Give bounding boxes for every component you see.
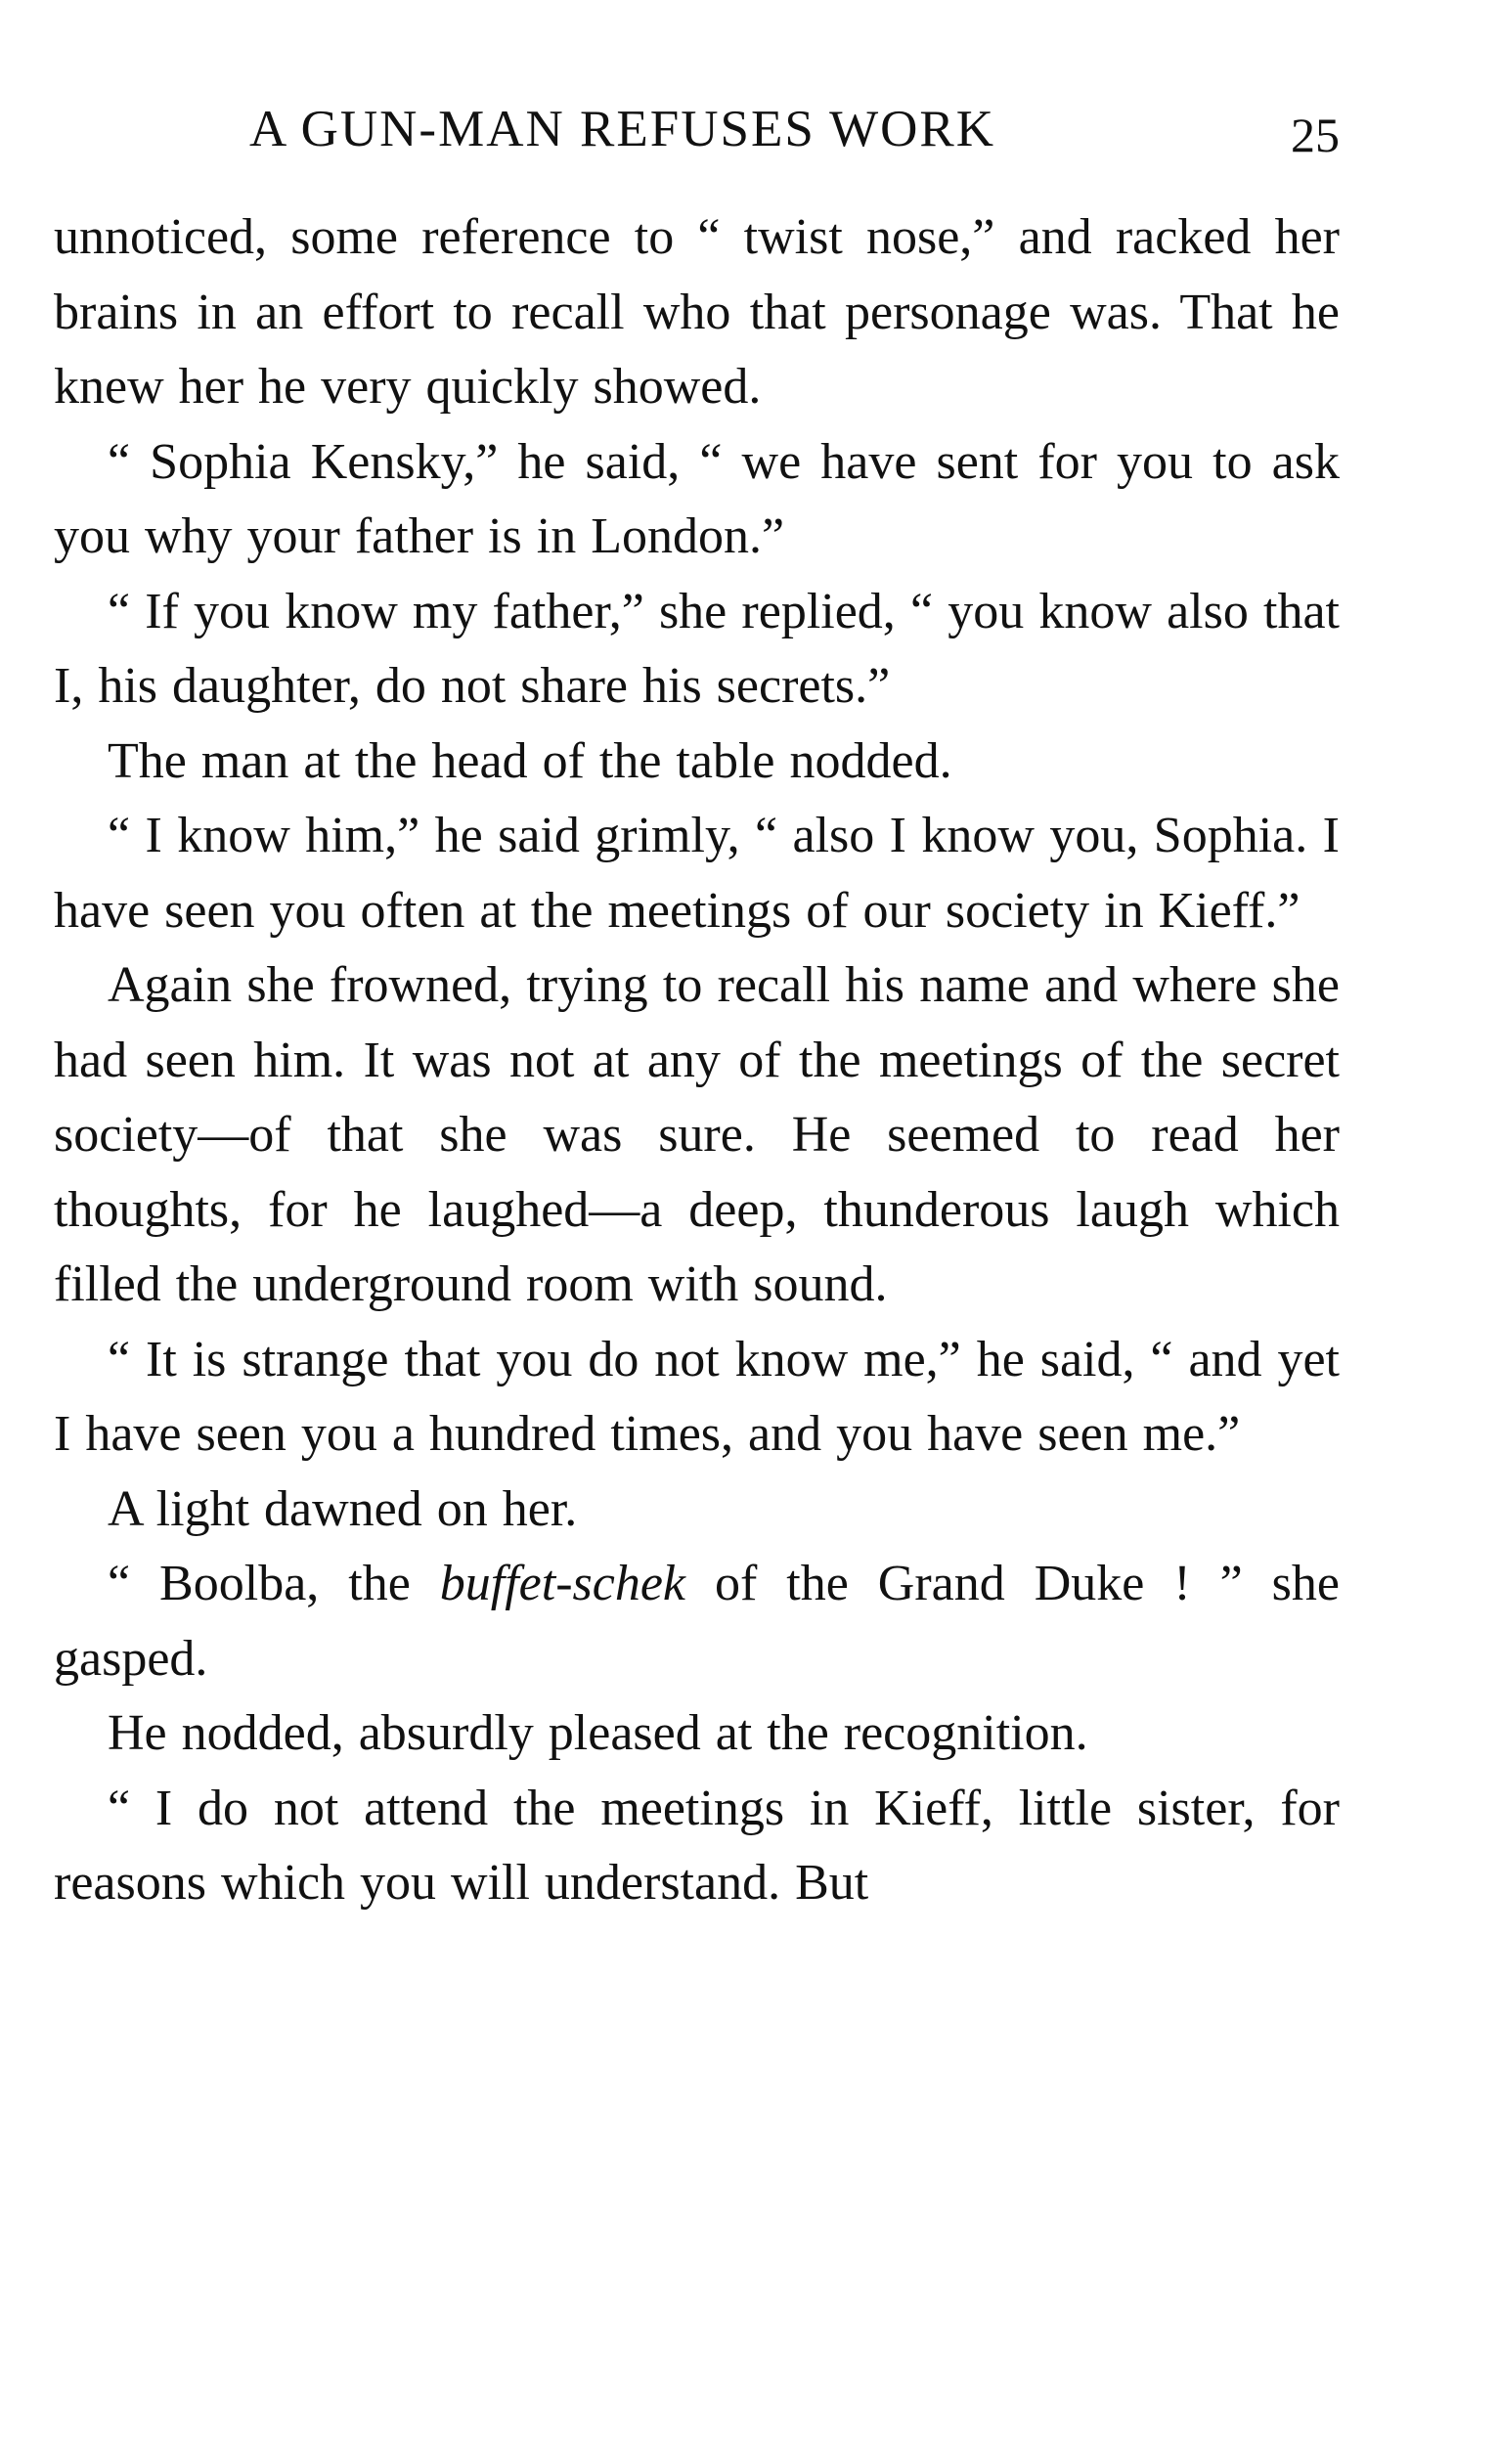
page-number: 25 bbox=[1291, 108, 1340, 162]
running-head bbox=[54, 90, 1340, 168]
paragraph: “ It is strange that you do not know me,” he said, “ and yet I have seen you a hundred times, and you have seen me.” bbox=[54, 1331, 1340, 1462]
paragraph bbox=[54, 1547, 1340, 1696]
paragraph: Again she frowned, trying to recall his name and where she had seen him. It was not at any of the meetings of the secret society—of that she was sure. He seemed to read her thoughts, for he laughed—a deep, thunderous laugh which filled the underground room with sound. bbox=[54, 957, 1340, 1312]
italic-term: buffet-schek bbox=[439, 1556, 685, 1611]
paragraph: “ I know him,” he said grimly, “ also I know you, Sophia. I have seen you often at the meetings of our society in Kieff.” bbox=[54, 808, 1340, 939]
paragraph-text: of the Grand Duke ! ” she gasped. bbox=[54, 1556, 1340, 1687]
paragraph-text: “ Boolba, the bbox=[108, 1556, 440, 1611]
paragraph-continued: unnoticed, some reference to “ twist nose,” and racked her brains in an effort to recall who that personage was. That he knew her he very quickly showed. bbox=[54, 209, 1340, 415]
paragraph: “ I do not attend the meetings in Kieff, little sister, for reasons which you will understand. But bbox=[54, 1780, 1340, 1911]
paragraph: He nodded, absurdly pleased at the recognition. bbox=[108, 1705, 1088, 1761]
paragraph: “ Sophia Kensky,” he said, “ we have sent for you to ask you why your father is in London.” bbox=[54, 433, 1340, 564]
body-text bbox=[54, 200, 1340, 1921]
paragraph: A light dawned on her. bbox=[108, 1480, 578, 1537]
paragraph: “ If you know my father,” she replied, “ you know also that I, his daughter, do not share his secrets.” bbox=[54, 583, 1340, 714]
paragraph: The man at the head of the table nodded. bbox=[108, 732, 952, 789]
running-title: A GUN-MAN REFUSES WORK bbox=[249, 101, 996, 157]
